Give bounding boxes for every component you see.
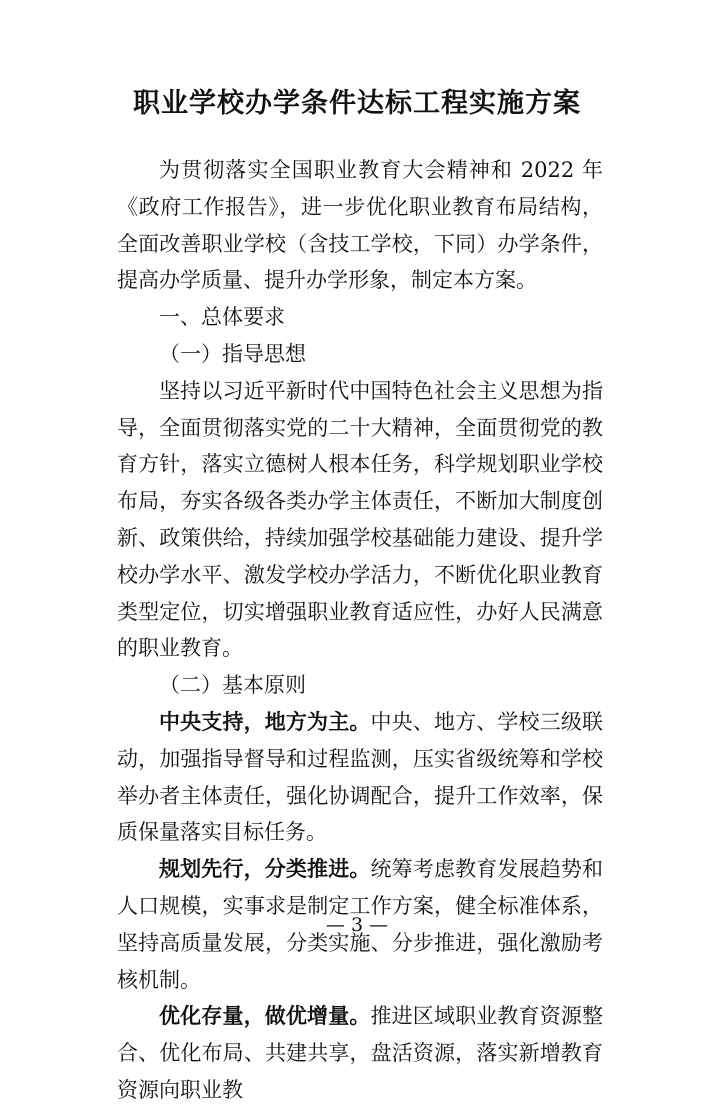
intro-paragraph: 为贯彻落实全国职业教育大会精神和 2022 年《政府工作报告》，进一步优化职业教育布局结构，全面改善职业学校（含技工学校，下同）办学条件，提高办学质量、提升办学形象，制定本方案。 [117,158,603,293]
subsection-heading: （二）基本原则 [159,673,306,698]
principle-text: 中央、地方、学校三级联动，加强指导督导和过程监测，压实省级统筹和学校举办者主体责任，强化协调配合，提升工作效率，保质保量落实目标任务。 [117,709,603,845]
section-heading: 一、总体要求 [159,305,285,330]
page-number: — 3 — [325,914,389,936]
principle-text: 统筹考虑教育发展趋势和人口规模，实事求是制定工作方案，健全标准体系，坚持高质量发展，分类实施、分步推进，强化激励考核机制。 [117,857,603,992]
principle-paragraph [117,704,603,851]
principle-lead: 优化存量，做优增量。 [159,1003,371,1029]
document-body [117,152,603,1109]
principle-paragraph [117,998,603,1108]
principle-text: 推进区域职业教育资源整合、优化布局、共建共享，盘活资源，落实新增教育资源向职业教 [117,1004,603,1102]
principle-lead: 中央支持，地方为主。 [159,708,371,734]
guiding-ideology-paragraph: 坚持以习近平新时代中国特色社会主义思想为指导，全面贯彻落实党的二十大精神，全面贯彻党的教育方针，落实立德树人根本任务，科学规划职业学校布局，夯实各级各类办学主体责任，不断加大制度创新、政策供给，持续加强学校基础能力建设、提升学校办学水平、激发学校办学活力，不断优化职业教育类型定位，切实增强职业教育适应性，办好人民满意的职业教育。 [117,378,603,661]
principle-lead: 规划先行，分类推进。 [159,856,371,882]
subsection-heading: （一）指导思想 [159,341,306,366]
document-title: 职业学校办学条件达标工程实施方案 [133,88,581,119]
